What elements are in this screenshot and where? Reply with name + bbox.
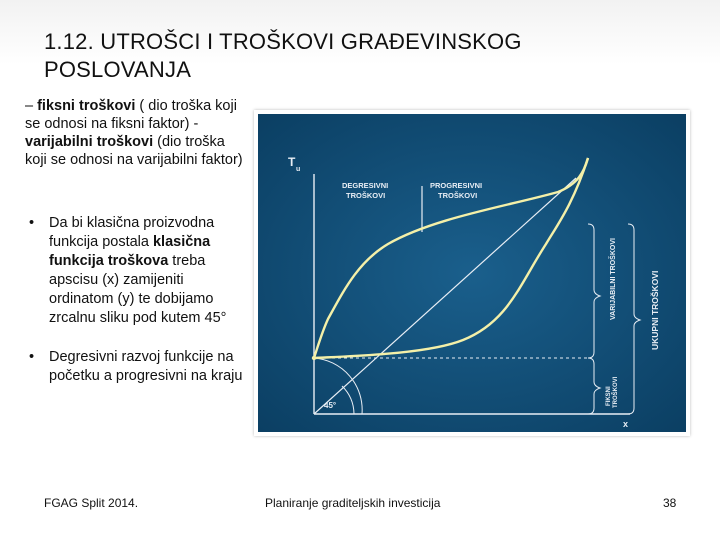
bullet-item-development bbox=[25, 348, 250, 386]
cost-function-figure bbox=[254, 110, 690, 436]
intro-paragraph bbox=[25, 97, 250, 169]
total-cost-label: UKUPNI TROŠKOVI bbox=[650, 270, 660, 350]
bullet1-text-1: Da bi klasična proizvodna funkcija postala bbox=[49, 215, 215, 250]
bullet1-text-2: treba apscisu (x) zamijeniti ordinatom (y) te dobijamo zrcalnu sliku pod kutem 45° bbox=[49, 253, 227, 326]
y-axis-subscript: u bbox=[296, 166, 301, 173]
curve-start-point bbox=[312, 356, 316, 360]
term-cost-function: klasična funkcija troškova bbox=[49, 234, 211, 269]
footer-course: Planiranje graditeljskih investicija bbox=[265, 496, 441, 510]
title-line-1: 1.12. UTROŠCI I TROŠKOVI GRAĐEVINSKOG bbox=[44, 29, 522, 54]
progressive-label-1: PROGRESIVNI bbox=[430, 181, 483, 190]
angle-label: 45° bbox=[324, 401, 337, 410]
fixed-cost-label-2: TROŠKOVI bbox=[613, 376, 619, 408]
footer-organization: FGAG Split 2014. bbox=[44, 496, 139, 510]
fixed-cost-label-1: FIKSNI bbox=[606, 386, 612, 406]
x-axis-label: x bbox=[623, 419, 629, 429]
degressive-label-1: DEGRESIVNI bbox=[342, 181, 389, 190]
bullet-list bbox=[25, 214, 250, 386]
bullet-dot: • bbox=[29, 349, 35, 365]
bullet-item-cost-function bbox=[25, 214, 250, 328]
progressive-label-2: TROŠKOVI bbox=[438, 191, 478, 200]
figure-background bbox=[258, 114, 686, 432]
term-fixed-costs: fiksni troškovi bbox=[37, 98, 136, 114]
title-line-2: POSLOVANJA bbox=[44, 57, 192, 82]
y-axis-label: T bbox=[288, 155, 296, 169]
intro-text-2: (dio troška koji se odnosi na varijabilni faktor) bbox=[25, 134, 243, 168]
bullet2-text: Degresivni razvoj funkcije na početku a progresivni na kraju bbox=[49, 349, 243, 384]
term-variable-costs: varijabilni troškovi bbox=[25, 134, 154, 150]
degressive-label-2: TROŠKOVI bbox=[346, 191, 386, 200]
cost-function-svg bbox=[258, 114, 686, 432]
variable-cost-label: VARIJABILNI TROŠKOVI bbox=[610, 238, 617, 320]
intro-dash: – bbox=[25, 98, 38, 114]
page-number: 38 bbox=[663, 496, 677, 510]
slide-title bbox=[44, 28, 664, 84]
intro-text-1: ( dio troška koji se odnosi na fiksni faktor) - bbox=[25, 98, 237, 132]
bullet-dot: • bbox=[29, 215, 35, 231]
